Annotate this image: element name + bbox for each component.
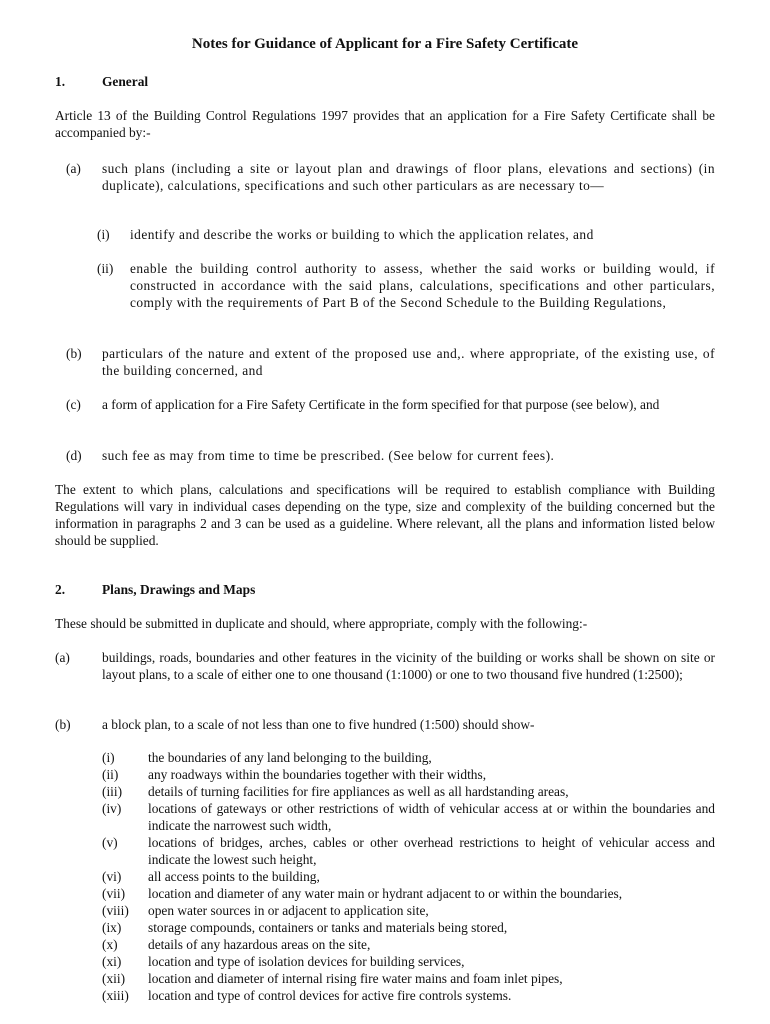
item-label: (xiii) [102, 988, 129, 1003]
list-item [0, 749, 770, 766]
section-2-intro: These should be submitted in duplicate and should, where appropriate, comply with the following:- [55, 616, 588, 631]
list-item [0, 987, 770, 1004]
item-label: (iv) [102, 801, 122, 816]
section-1-number: 1. [55, 74, 66, 89]
list-item [0, 919, 770, 936]
list-item [0, 885, 770, 902]
section-1-intro: Article 13 of the Building Control Regulations 1997 provides that an application for a Fire Safety Certificate shall be accompanied by:- [55, 108, 715, 140]
item-text: location and type of isolation devices for building services, [148, 954, 465, 969]
item-text: details of any hazardous areas on the site, [148, 937, 371, 952]
list-item [0, 936, 770, 953]
item-label: (iii) [102, 784, 123, 799]
item-text: the boundaries of any land belonging to the building, [148, 750, 432, 765]
item-text: location and diameter of internal rising fire water mains and foam inlet pipes, [148, 971, 563, 986]
list-item [0, 800, 770, 834]
item-text: such fee as may from time to time be prescribed. (See below for current fees). [102, 448, 555, 463]
item-label: (viii) [102, 903, 129, 918]
item-label: (i) [102, 750, 115, 765]
item-text: enable the building control authority to assess, whether the said works or building would, if constructed in accordance with the said plans, calculations, specifications and other particulars, comply with the requirements of Part B of the Second Schedule to the Building Regulations, [130, 261, 715, 310]
item-label: (x) [102, 937, 118, 952]
block-plan-list [0, 749, 770, 1004]
list-item [0, 970, 770, 987]
item-text: all access points to the building, [148, 869, 320, 884]
item-text: buildings, roads, boundaries and other features in the vicinity of the building or works shall be shown on site or layout plans, to a scale of either one to one thousand (1:1000) or one to two thousand five hundred (1:2500); [102, 650, 715, 682]
list-item [0, 953, 770, 970]
item-label: (xii) [102, 971, 126, 986]
item-label: (c) [66, 397, 81, 412]
item-text: such plans (including a site or layout plan and drawings of floor plans, elevations and sections) (in duplicate), calculations, specifications and such other particulars as are necessary to— [102, 161, 715, 193]
section-1-heading: General [102, 74, 149, 89]
item-label: (xi) [102, 954, 122, 969]
item-text: details of turning facilities for fire appliances as well as all hardstanding areas, [148, 784, 569, 799]
item-label: (v) [102, 835, 118, 850]
item-label: (b) [66, 346, 82, 361]
list-item [0, 902, 770, 919]
item-label: (vi) [102, 869, 122, 884]
item-label: (d) [66, 448, 82, 463]
item-text: locations of bridges, arches, cables or other overhead restrictions to height of vehicular access and indicate the lowest such height, [148, 835, 715, 867]
item-label: (b) [55, 717, 71, 732]
item-text: storage compounds, containers or tanks and materials being stored, [148, 920, 508, 935]
item-label: (a) [55, 650, 70, 665]
section-2-heading: Plans, Drawings and Maps [102, 582, 256, 597]
section-2-number: 2. [55, 582, 66, 597]
item-label: (ii) [102, 767, 119, 782]
item-text: locations of gateways or other restrictions of width of vehicular access at or within the boundaries and indicate the narrowest such width, [148, 801, 715, 833]
item-text: any roadways within the boundaries together with their widths, [148, 767, 487, 782]
list-item [0, 766, 770, 783]
list-item [0, 868, 770, 885]
item-text: a form of application for a Fire Safety Certificate in the form specified for that purpose (see below), and [102, 397, 660, 412]
item-text: a block plan, to a scale of not less than one to five hundred (1:500) should show- [102, 717, 535, 732]
item-text: particulars of the nature and extent of the proposed use and,. where appropriate, of the existing use, of the building concerned, and [102, 346, 715, 378]
item-text: identify and describe the works or building to which the application relates, and [130, 227, 594, 242]
item-label: (a) [66, 161, 81, 176]
item-text: location and type of control devices for active fire controls systems. [148, 988, 512, 1003]
item-text: location and diameter of any water main or hydrant adjacent to or within the boundaries, [148, 886, 623, 901]
list-item [0, 783, 770, 800]
item-label: (ii) [97, 261, 114, 276]
list-item [0, 834, 770, 868]
item-label: (i) [97, 227, 110, 242]
item-text: open water sources in or adjacent to application site, [148, 903, 429, 918]
section-1-closing: The extent to which plans, calculations and specifications will be required to establish compliance with Building Regulations will vary in individual cases depending on the type, size and complexity of the building concerned but the information in paragraphs 2 and 3 can be used as a guideline. Where relevant, all the plans and information listed below should be supplied. [55, 482, 715, 548]
item-label: (ix) [102, 920, 122, 935]
item-label: (vii) [102, 886, 126, 901]
page-title: Notes for Guidance of Applicant for a Fire Safety Certificate [191, 36, 579, 52]
